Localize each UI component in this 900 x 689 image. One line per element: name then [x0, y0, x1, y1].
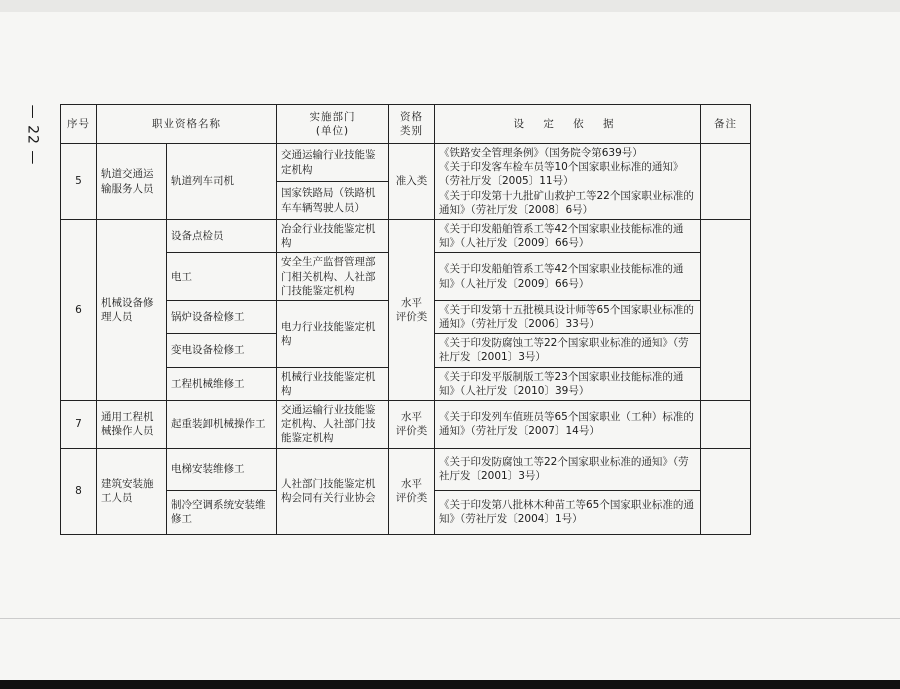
type-cell: 准入类	[389, 144, 435, 220]
occupation-cell: 轨道列车司机	[167, 144, 277, 220]
type-cell: 水平 评价类	[389, 400, 435, 448]
remark-cell	[701, 400, 751, 448]
header-seq: 序号	[61, 105, 97, 144]
occupation-cell: 工程机械维修工	[167, 367, 277, 400]
seq-cell: 8	[61, 448, 97, 534]
occupation-cell: 变电设备检修工	[167, 334, 277, 367]
basis-cell: 《关于印发防腐蚀工等22个国家职业标准的通知》（劳社厅发〔2001〕3号）	[435, 334, 701, 367]
header-category: 资格 类别	[389, 105, 435, 144]
dept-cell: 安全生产监督管理部门相关机构、人社部门技能鉴定机构	[277, 253, 389, 301]
basis-cell: 《关于印发第十五批模具设计师等65个国家职业标准的通知》（劳社厅发〔2006〕33号）	[435, 300, 701, 333]
dept-cell: 人社部门技能鉴定机构会同有关行业协会	[277, 448, 389, 534]
type-cell: 水平 评价类	[389, 220, 435, 401]
seq-cell: 6	[61, 220, 97, 401]
occupation-cell: 锅炉设备检修工	[167, 300, 277, 333]
remark-cell	[701, 448, 751, 534]
category-name-cell: 机械设备修理人员	[97, 220, 167, 401]
basis-cell: 《关于印发平版制版工等23个国家职业技能标准的通知》（人社厅发〔2010〕39号）	[435, 367, 701, 400]
basis-cell: 《关于印发第八批林木种苗工等65个国家职业标准的通知》（劳社厅发〔2004〕1号）	[435, 490, 701, 534]
occupation-cell: 起重装卸机械操作工	[167, 400, 277, 448]
basis-cell: 《关于印发船舶管系工等42个国家职业技能标准的通知》（人社厅发〔2009〕66号）	[435, 220, 701, 253]
seq-cell: 5	[61, 144, 97, 220]
dept-cell: 交通运输行业技能鉴定机构、人社部门技能鉴定机构	[277, 400, 389, 448]
basis-cell: 《关于印发船舶管系工等42个国家职业技能标准的通知》（人社厅发〔2009〕66号）	[435, 253, 701, 301]
occupation-cell: 电工	[167, 253, 277, 301]
remark-cell	[701, 220, 751, 401]
basis-cell: 《铁路安全管理条例》（国务院令第639号） 《关于印发客车检车员等10个国家职业标准的通知》（劳社厅发〔2005〕11号） 《关于印发第十九批矿山救护工等22个国家职业标准的通知》（劳社厅发〔2008〕6号）	[435, 144, 701, 220]
header-remark: 备注	[701, 105, 751, 144]
occupation-cell: 设备点检员	[167, 220, 277, 253]
category-name-cell: 轨道交通运输服务人员	[97, 144, 167, 220]
dept-cell: 国家铁路局（铁路机车车辆驾驶人员）	[277, 182, 389, 220]
basis-cell: 《关于印发防腐蚀工等22个国家职业标准的通知》（劳社厅发〔2001〕3号）	[435, 448, 701, 490]
dept-cell: 冶金行业技能鉴定机构	[277, 220, 389, 253]
table-row	[61, 400, 751, 448]
header-dept: 实施部门 (单位)	[277, 105, 389, 144]
basis-cell: 《关于印发列车值班员等65个国家职业（工种）标准的通知》（劳社厅发〔2007〕14号）	[435, 400, 701, 448]
header-basis: 设 定 依 据	[435, 105, 701, 144]
type-cell: 水平 评价类	[389, 448, 435, 534]
occupation-cell: 制冷空调系统安装维修工	[167, 490, 277, 534]
table-row	[61, 144, 751, 182]
table-row	[61, 448, 751, 490]
header-name: 职业资格名称	[97, 105, 277, 144]
scan-fold-line	[0, 618, 900, 619]
header-row	[61, 105, 751, 144]
table-row	[61, 220, 751, 253]
dept-cell: 电力行业技能鉴定机构	[277, 300, 389, 367]
category-name-cell: 建筑安装施工人员	[97, 448, 167, 534]
dept-cell: 交通运输行业技能鉴定机构	[277, 144, 389, 182]
occupation-cell: 电梯安装维修工	[167, 448, 277, 490]
scan-bottom-edge	[0, 680, 900, 689]
remark-cell	[701, 144, 751, 220]
page-number: — 22 —	[24, 104, 40, 166]
seq-cell: 7	[61, 400, 97, 448]
category-name-cell: 通用工程机械操作人员	[97, 400, 167, 448]
scan-top-shadow	[0, 0, 900, 12]
dept-cell: 机械行业技能鉴定机构	[277, 367, 389, 400]
qualification-table	[60, 104, 751, 535]
